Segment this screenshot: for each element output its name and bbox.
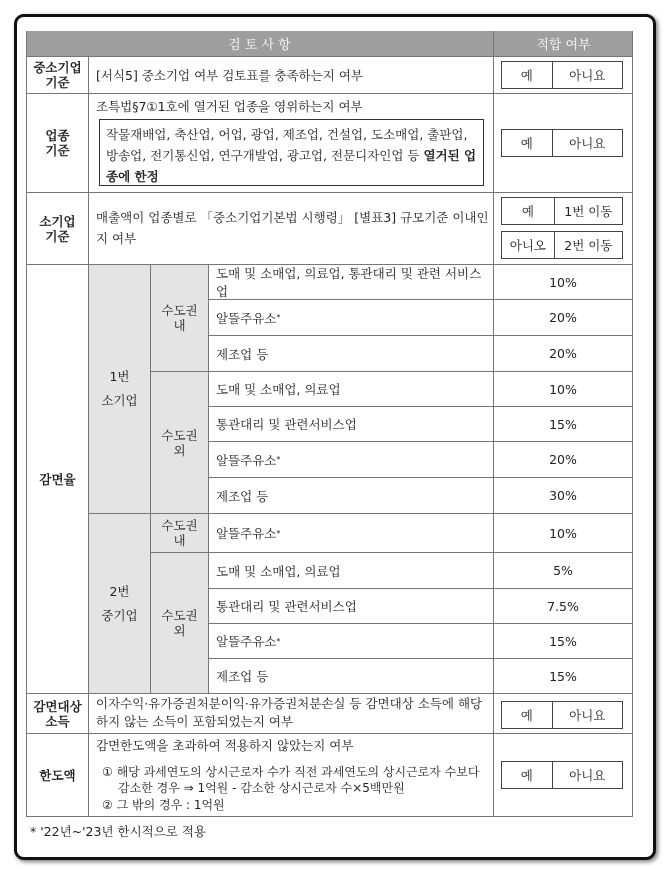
go-to-1[interactable]: 1번 이동 [554,198,622,224]
rate-item-name: 알뜰주유소 * [216,526,281,541]
row-label-rate: 감면율 [39,471,76,487]
rate-item-value: 20% [549,452,577,467]
divider [26,192,633,193]
limit-criteria-text: 감면한도액을 초과하여 적용하지 않았는지 여부 [96,738,354,753]
divider [26,93,633,94]
row-label-small: 소기업 기준 [39,213,76,244]
rate-item-name: 통관대리 및 관련서비스업 [216,417,357,432]
sme-choice[interactable] [501,61,623,89]
rate-item-name: 도매 및 소매업, 의료업 [216,563,341,579]
limit-item-2: ② 그 밖의 경우 : 1억원 [102,798,225,812]
no-option[interactable]: 아니오 [509,238,546,253]
small-no-choice[interactable] [501,231,623,259]
small-criteria-text: 매출액이 업종별로 「중소기업기본법 시행령」 [별표3] 규모기준 이내인지 여부 [96,210,489,246]
rate-item-name: 제조업 등 [216,346,269,362]
rate-item-value: 5% [553,563,573,578]
industry-choice[interactable] [501,129,623,157]
divider [26,733,633,734]
rate-item-value: 30% [549,488,577,503]
small-yes-choice[interactable] [501,197,623,225]
header-fit: 적합 여부 [494,31,633,56]
yes-option[interactable]: 예 [520,768,533,783]
metro-in-label: 수도권 내 [161,303,198,333]
rate-item-name: 통관대리 및 관련서비스업 [216,599,357,614]
small-biz-label: 1번 소기업 [101,369,138,408]
rate-item-value: 20% [549,346,577,361]
row-label-industry: 업종 기준 [45,128,70,158]
rate-item-name: 제조업 등 [216,669,269,684]
rate-item-name: 알뜰주유소 * [216,452,281,468]
no-option[interactable]: 아니요 [552,762,622,788]
rate-item-value: 10% [549,525,577,541]
industry-criteria-text: 조특법§7①1호에 열거된 업종을 영위하는지 여부 [96,99,363,114]
rate-item-name: 알뜰주유소 * [216,634,281,649]
rate-item-value: 7.5% [547,598,579,614]
yes-option[interactable]: 예 [521,204,534,219]
rate-item-value: 15% [549,416,577,432]
rate-item-value: 20% [549,310,577,325]
target-choice[interactable] [501,701,623,729]
divider [26,816,633,817]
rate-item-value: 15% [549,668,577,684]
target-criteria-text: 이자수익·유가증권처분이익·유가증권처분손실 등 감면대상 소득에 해당하지 않는 소득이 포함되었는지 여부 [96,696,483,729]
go-to-2[interactable]: 2번 이동 [554,232,622,258]
header-criteria: 검 토 사 항 [26,31,493,56]
rate-item-value: 15% [549,633,577,649]
row-label-sme: 중소기업 기준 [33,60,82,90]
divider [493,693,494,816]
industry-list: 작물재배업, 축산업, 어업, 광업, 제조업, 건설업, 도소매업, 출판업, 방송업, 전기통신업, 연구개발업, 광고업, 전문디자인업 등 [106,127,468,163]
rate-item-name: 도매 및 소매업, 의료업 [216,382,341,397]
no-option[interactable]: 아니요 [552,62,622,88]
yes-option[interactable]: 예 [520,68,533,83]
rate-item-value: 10% [549,274,577,290]
footnote: * '22년~'23년 한시적으로 적용 [30,824,207,839]
no-option[interactable]: 아니요 [552,130,622,156]
metro-out-label: 수도권 외 [161,427,198,458]
mid-biz-label: 2번 중기업 [101,583,138,623]
rate-item-name: 도매 및 소매업, 의료업, 통관대리 및 관련 서비스업 [216,266,482,299]
rate-item-value: 10% [549,381,577,397]
industry-limit-note: 열거된 업종에 한정 [106,148,477,184]
limit-choice[interactable] [501,761,623,789]
divider [493,31,494,264]
rate-item-name: 제조업 등 [216,488,269,504]
divider [632,31,633,816]
row-label-target: 감면대상 소득 [33,698,82,729]
limit-item-1: ① 해당 과세연도의 상시근로자 수가 직전 과세연도의 상시근로자 수보다 감소한 경우 ⇒ 1억원 - 감소한 상시근로자 수×5백만원 [102,765,480,795]
yes-option[interactable]: 예 [520,708,533,723]
divider [150,264,151,693]
yes-option[interactable]: 예 [520,136,533,151]
divider [26,693,633,694]
row-label-limit: 한도액 [39,767,76,783]
divider [208,264,209,693]
industry-list-box [99,119,484,186]
rate-item-name: 알뜰주유소 * [216,310,281,326]
metro-out-label: 수도권 외 [161,608,198,638]
metro-in-label: 수도권 내 [161,518,198,548]
no-option[interactable]: 아니요 [552,702,622,728]
sme-criteria-text: [서식5] 중소기업 여부 검토표를 충족하는지 여부 [96,68,363,83]
